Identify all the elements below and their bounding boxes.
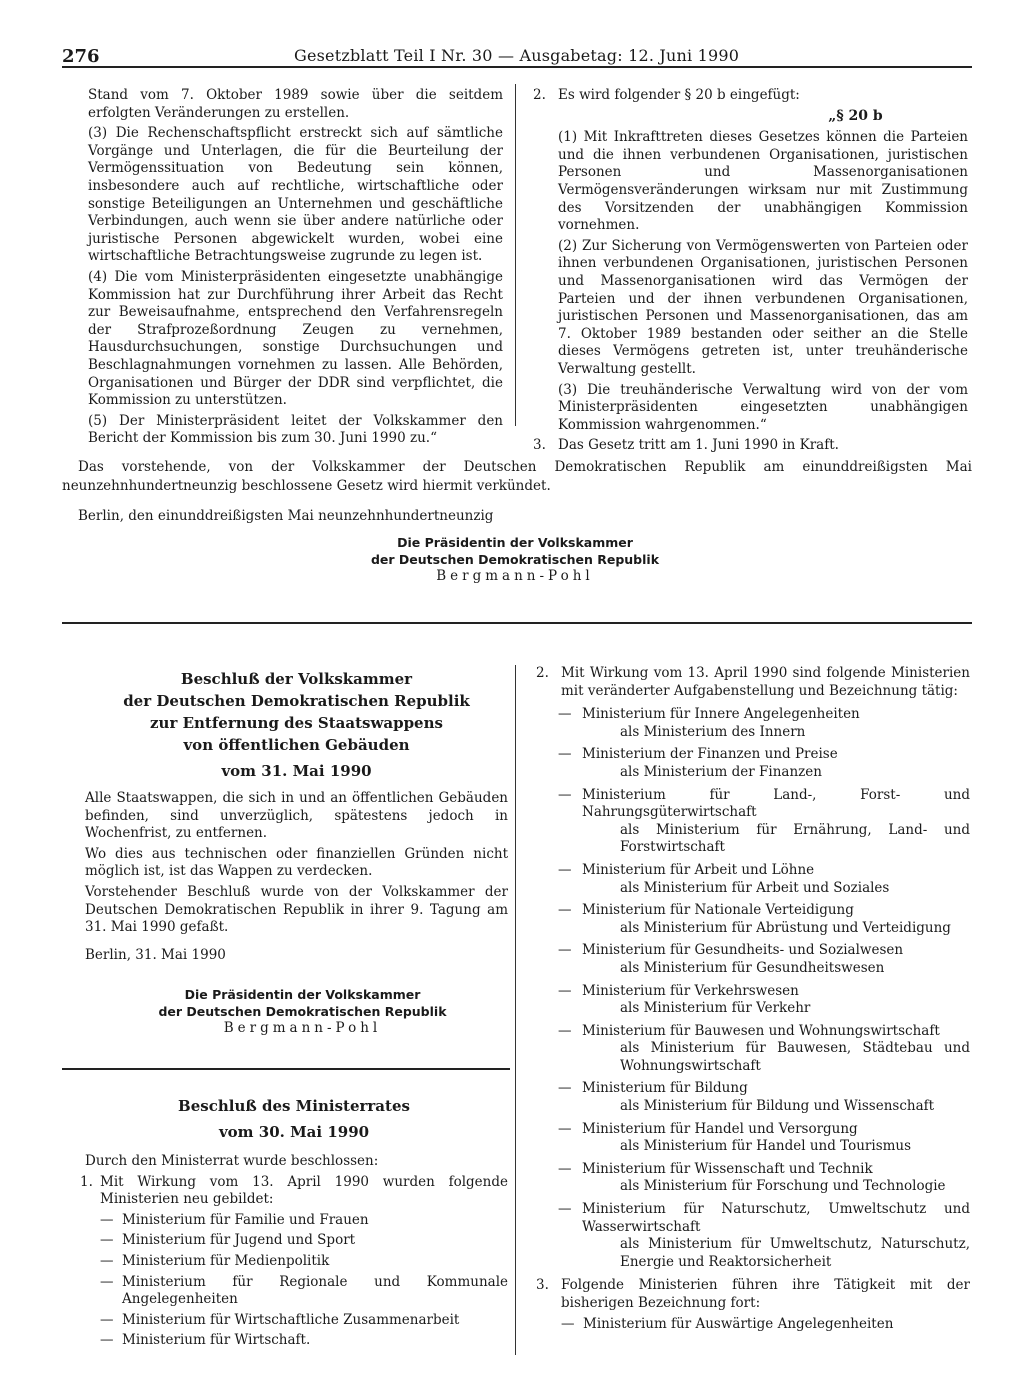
ministry-change — [558, 983, 970, 1018]
paragraph-5: (5) Der Ministerpräsident leitet der Volkskammer den Bericht der Kommission bis zum 30. Juni 1990 zu.“ — [88, 412, 503, 447]
dash-bullet: — — [558, 786, 572, 803]
list-item — [536, 1277, 970, 1312]
section-title: „§ 20 b — [828, 107, 883, 124]
ministry-change — [558, 1023, 970, 1076]
old-name-text: Ministerium für Bildung — [582, 1080, 748, 1097]
ministry-new-name: als Ministerium für Bauwesen, Städtebau und Wohnungswirtschaft — [620, 1040, 970, 1074]
item-text: Folgende Ministerien führen ihre Tätigkeit mit der bisherigen Bezeichnung fort: — [561, 1277, 970, 1311]
page-header — [62, 44, 972, 68]
bottom-right-column — [536, 665, 970, 1336]
column-divider-top — [515, 84, 516, 426]
ministry-new-name: als Ministerium für Verkehr — [620, 1000, 811, 1017]
top-right-column — [533, 87, 968, 458]
signature-title-2: der Deutschen Demokratischen Republik — [370, 552, 660, 567]
ministry-change — [558, 862, 970, 897]
paragraph-4: (4) Die vom Ministerpräsidenten eingesetzte unabhängige Kommission hat zur Durchführung ihrer Arbeit das Recht zur Beweisaufnahme, entsprechend den Verfahrensregeln der Strafprozeßordnung Zeugen zu vernehmen, Hausdurchsuchungen, sonstige Durchsuchungen und Beschlagnahmungen vornehmen zu lassen. Alle Behörden, Organisationen und Bürger der DDR sind verpflichtet, die Kommission zu unterstützen. — [88, 268, 503, 409]
dash-bullet: — — [558, 1120, 572, 1137]
ministry-old-name — [558, 942, 970, 960]
signature-name: Bergmann-Pohl — [223, 1020, 382, 1036]
old-name-text: Ministerium für Bauwesen und Wohnungswirtschaft — [582, 1022, 940, 1039]
item-number: 2. — [536, 665, 549, 681]
ministry-change — [558, 746, 970, 781]
paragraph-3: (3) Die Rechenschaftspflicht erstreckt sich auf sämtliche Vorgänge und Unterlagen, die für die Beurteilung der Vermögenssituation von Bedeutung sein können, insbesondere auch auf rechtliche, wirtschaftliche oder sonstige Beteiligungen an Unternehmen und geschäftliche Verbindungen, auch wenn sie über andere natürliche oder juristische Personen abgewickelt wurden, wobei eine wirtschaftliche Betrachtungsweise zugrunde zu legen ist. — [88, 125, 503, 265]
promulgation-text: Das vorstehende, von der Volkskammer der Deutschen Demokratischen Republik am einunddreißigsten Mai neunzehnhundertneunzig beschlossene Gesetz wird hiermit verkündet. — [62, 459, 972, 494]
list-item — [561, 1316, 970, 1334]
resolution-paragraph-3: Vorstehender Beschluß wurde von der Volkskammer der Deutschen Demokratischen Republik in ihrer 9. Tagung am 31. Mai 1990 gefaßt. — [85, 883, 508, 936]
signature-title-1: Die Präsidentin der Volkskammer — [184, 987, 421, 1002]
title-line-4: von öffentlichen Gebäuden — [183, 736, 410, 754]
dash-bullet: — — [100, 1311, 114, 1328]
ministry-new-name: als Ministerium der Finanzen — [620, 763, 822, 780]
old-name-text: Ministerium für Land-, Forst- und Nahrungsgüterwirtschaft — [582, 786, 970, 821]
resolution-divider — [62, 1068, 510, 1070]
old-name-text: Ministerium für Wissenschaft und Technik — [582, 1160, 873, 1177]
title-line-5: vom 31. Mai 1990 — [221, 762, 372, 780]
dash-bullet: — — [558, 1022, 572, 1039]
list-item — [533, 437, 968, 455]
ministry-new-name: als Ministerium für Forschung und Technologie — [620, 1178, 946, 1195]
old-name-text: Ministerium für Naturschutz, Umweltschutz und Wasserwirtschaft — [582, 1201, 970, 1235]
ministry-change — [558, 902, 970, 937]
ministry-new-name: als Ministerium für Abrüstung und Verteidigung — [620, 919, 951, 936]
council-title — [80, 1095, 508, 1143]
ministry-old-name — [558, 746, 970, 764]
new-ministries-list — [80, 1212, 508, 1350]
bottom-left-column — [85, 668, 508, 967]
top-left-column — [88, 87, 503, 451]
dash-bullet: — — [558, 1160, 572, 1177]
ministry-old-name — [558, 1121, 970, 1139]
ministry-change — [558, 706, 970, 741]
ministry-new-name: als Ministerium für Ernährung, Land- und Forstwirtschaft — [620, 821, 970, 856]
old-name-text: Ministerium für Verkehrswesen — [582, 982, 799, 999]
ministry-old-name — [558, 983, 970, 1001]
list-item — [536, 665, 970, 700]
ministry-old-name — [558, 1080, 970, 1098]
signature-block — [300, 534, 730, 585]
promulgation-place-date: Berlin, den einunddreißigsten Mai neunzehnhundertneunzig — [78, 508, 494, 524]
list-item — [533, 87, 968, 105]
old-name-text: Ministerium für Arbeit und Löhne — [582, 861, 815, 878]
dash-bullet: — — [558, 861, 572, 878]
list-item — [100, 1312, 508, 1330]
ministry-old-name — [558, 706, 970, 724]
ministry-old-name — [558, 902, 970, 920]
dash-bullet: — — [558, 746, 572, 763]
ministry-name: Ministerium für Jugend und Sport — [122, 1232, 356, 1249]
dash-bullet: — — [558, 942, 572, 959]
ministry-new-name: als Ministerium für Gesundheitswesen — [620, 959, 885, 976]
ministry-change — [558, 1201, 970, 1271]
council-intro: Durch den Ministerrat wurde beschlossen: — [85, 1153, 379, 1169]
signature-name: Bergmann-Pohl — [436, 568, 594, 584]
section-body — [533, 129, 968, 434]
signature-block — [110, 986, 495, 1037]
ministry-name: Ministerium für Auswärtige Angelegenheiten — [583, 1315, 894, 1332]
paragraph-continued: Stand vom 7. Oktober 1989 sowie über die seitdem erfolgten Veränderungen zu erstellen. — [88, 87, 503, 121]
item-number: 1. — [80, 1173, 93, 1190]
continued-ministries-list — [536, 1316, 970, 1334]
dash-bullet: — — [558, 982, 572, 999]
gazette-title: Gesetzblatt Teil I Nr. 30 — Ausgabetag: 12. Juni 1990 — [294, 46, 740, 65]
title-line-1: Beschluß der Volkskammer — [180, 670, 413, 688]
title-line-3: zur Entfernung des Staatswappens — [150, 714, 443, 732]
list-item — [80, 1174, 508, 1209]
ministry-change — [558, 1121, 970, 1156]
resolution-paragraph-1: Alle Staatswappen, die sich in und an öffentlichen Gebäuden befinden, sind unverzüglich, spätestens jedoch in Wochenfrist, zu entfernen. — [85, 790, 508, 842]
dash-bullet: — — [558, 1080, 572, 1097]
old-name-text: Ministerium für Handel und Versorgung — [582, 1120, 858, 1137]
ministry-new-name: als Ministerium für Handel und Tourismus — [620, 1138, 912, 1155]
ministry-name: Ministerium für Regionale und Kommunale Angelegenheiten — [122, 1273, 508, 1308]
old-name-text: Ministerium der Finanzen und Preise — [582, 746, 838, 763]
dash-bullet: — — [100, 1232, 114, 1249]
ministry-name: Ministerium für Wirtschaft. — [122, 1332, 311, 1349]
dash-bullet: — — [558, 902, 572, 919]
resolution-title — [85, 668, 508, 782]
ministry-old-name — [558, 1161, 970, 1179]
ministry-new-name: als Ministerium für Umweltschutz, Naturschutz, Energie und Reaktorsicherheit — [620, 1236, 970, 1270]
title-line-1: Beschluß des Ministerrates — [178, 1097, 410, 1115]
ministry-new-name: als Ministerium des Innern — [620, 723, 806, 740]
ministry-name: Ministerium für Wirtschaftliche Zusammenarbeit — [122, 1311, 460, 1328]
ministry-new-name: als Ministerium für Arbeit und Soziales — [620, 879, 890, 896]
ministry-change — [558, 787, 970, 857]
dash-bullet: — — [558, 1201, 572, 1218]
ministry-old-name — [558, 1023, 970, 1041]
section-rule — [62, 622, 972, 624]
list-item — [100, 1212, 508, 1230]
ministry-name: Ministerium für Medienpolitik — [122, 1252, 330, 1269]
title-line-2: vom 30. Mai 1990 — [218, 1123, 370, 1141]
list-item — [100, 1232, 508, 1250]
ministry-old-name — [558, 862, 970, 880]
ministry-change — [558, 942, 970, 977]
old-name-text: Ministerium für Innere Angelegenheiten — [582, 706, 860, 723]
section-paragraph-3: (3) Die treuhänderische Verwaltung wird von der vom Ministerpräsidenten eingesetzten unabhängigen Kommission wahrgenommen.“ — [558, 381, 968, 433]
ministry-name: Ministerium für Familie und Frauen — [122, 1211, 369, 1228]
item-text: Mit Wirkung vom 13. April 1990 sind folgende Ministerien mit veränderter Aufgabenstellung und Bezeichnung tätig: — [561, 665, 970, 699]
section-paragraph-2: (2) Zur Sicherung von Vermögenswerten von Parteien oder ihnen verbundenen Organisationen, juristischen Personen und Massenorganisationen wird das Vermögen der Parteien und der ihnen verbundenen Organisationen, juristischen Personen und Massenorganisationen, das am 7. Oktober 1989 bestanden oder seither an die Stelle dieses Vermögens getreten ist, unter treuhänderische Verwaltung gestellt. — [558, 237, 968, 377]
dash-bullet: — — [100, 1252, 114, 1269]
resolution-place-date: Berlin, 31. Mai 1990 — [85, 946, 226, 963]
dash-bullet: — — [100, 1273, 114, 1290]
ministry-new-name: als Ministerium für Bildung und Wissenschaft — [620, 1098, 935, 1115]
dash-bullet: — — [100, 1211, 114, 1228]
ministry-old-name — [558, 787, 970, 822]
signature-title-2: der Deutschen Demokratischen Republik — [158, 1004, 447, 1019]
header-rule — [62, 66, 972, 68]
old-name-text: Ministerium für Nationale Verteidigung — [582, 902, 854, 919]
item-number: 2. — [533, 87, 546, 103]
item-text: Das Gesetz tritt am 1. Juni 1990 in Kraft. — [558, 437, 839, 454]
title-line-2: der Deutschen Demokratischen Republik — [123, 692, 470, 710]
dash-bullet: — — [100, 1332, 114, 1349]
list-item — [100, 1332, 508, 1350]
page-number: 276 — [62, 46, 100, 67]
dash-bullet: — — [558, 706, 572, 723]
item-number: 3. — [536, 1277, 549, 1294]
list-item — [100, 1274, 508, 1309]
dash-bullet: — — [561, 1315, 575, 1332]
item-text: Mit Wirkung vom 13. April 1990 wurden folgende Ministerien neu gebildet: — [100, 1173, 508, 1208]
section-paragraph-1: (1) Mit Inkrafttreten dieses Gesetzes können die Parteien und die ihnen verbundenen Organisationen, juristischen Personen und Massenorganisationen Vermögensveränderungen wirksam nur mit Zustimmung des Vorsitzenden der unabhängigen Kommission vornehmen. — [558, 129, 968, 234]
ministry-changes-list — [536, 706, 970, 1271]
item-number: 3. — [533, 437, 546, 454]
old-name-text: Ministerium für Gesundheits- und Sozialwesen — [582, 942, 904, 959]
ministry-old-name — [558, 1201, 970, 1236]
ministry-change — [558, 1161, 970, 1196]
ministry-change — [558, 1080, 970, 1115]
list-item — [100, 1253, 508, 1271]
resolution-paragraph-2: Wo dies aus technischen oder finanziellen Gründen nicht möglich ist, ist das Wappen zu verdecken. — [85, 845, 508, 880]
item-text: Es wird folgender § 20 b eingefügt: — [558, 87, 800, 103]
column-divider-bottom — [515, 665, 516, 1355]
council-resolution — [80, 1095, 508, 1353]
signature-title-1: Die Präsidentin der Volkskammer — [397, 535, 633, 550]
